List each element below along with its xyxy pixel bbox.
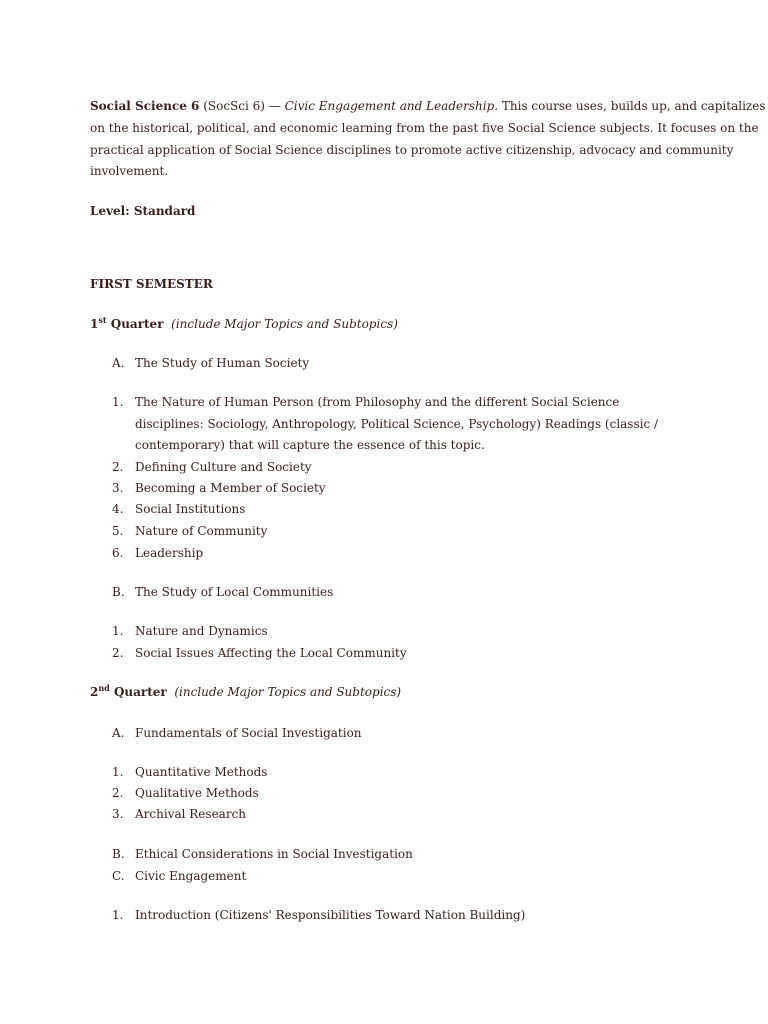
q2-section-c-text: Civic Engagement <box>135 869 247 883</box>
intro-line-3: practical application of Social Science disciplines to promote active citizenship, advocacy and community <box>90 143 734 157</box>
intro-line-1-rest: This course uses, builds up, and capitalizes <box>498 99 766 113</box>
q1-list-a-line: The Nature of Human Person (from Philosophy and the different Social Science <box>135 395 620 409</box>
q1-list-a-line: Leadership <box>135 546 204 560</box>
q2-list-a-text: Qualitative Methods <box>135 786 259 800</box>
semester-heading: FIRST SEMESTER <box>90 277 213 291</box>
q1-list-a-num: 6. <box>112 546 124 560</box>
q1-section-a-text: The Study of Human Society <box>135 356 310 370</box>
quarter-1-num: 1 <box>90 317 99 331</box>
q1-list-a-line: Becoming a Member of Society <box>135 481 326 495</box>
q1-list-a-num: 1. <box>112 395 124 409</box>
q2-list-a-text: Archival Research <box>135 807 247 821</box>
intro-line-2: on the historical, political, and economic learning from the past five Social Science subjects. It focuses on the <box>90 121 759 135</box>
q1-list-a-line: Social Institutions <box>135 502 246 516</box>
quarter-1-label: Quarter <box>106 317 164 331</box>
q1-list-b-num: 2. <box>112 646 124 660</box>
q1-list-a-line: Defining Culture and Society <box>135 460 312 474</box>
q2-list-c-text: Introduction (Citizens' Responsibilities Toward Nation Building) <box>135 908 526 922</box>
q1-list-a-num: 5. <box>112 524 124 538</box>
q1-section-b-text: The Study of Local Communities <box>135 585 334 599</box>
quarter-2-note: (include Major Topics and Subtopics) <box>174 685 402 699</box>
course-name: Social Science 6 <box>90 99 200 113</box>
quarter-1-note: (include Major Topics and Subtopics) <box>171 317 398 331</box>
quarter-2-num: 2 <box>90 685 99 699</box>
quarter-2-heading <box>90 685 401 699</box>
course-code: (SocSci 6) — <box>199 99 285 113</box>
course-subtitle: Civic Engagement and Leadership. <box>284 99 499 113</box>
q1-list-a-line: Nature of Community <box>135 524 268 538</box>
q2-list-a-num: 2. <box>112 786 124 800</box>
quarter-1-heading <box>90 317 398 331</box>
q2-section-b-label: B. <box>112 847 125 861</box>
intro-line-1 <box>90 99 765 113</box>
q2-list-a-num: 3. <box>112 807 124 821</box>
q2-section-c-label: C. <box>112 869 125 883</box>
q1-list-a-line: contemporary) that will capture the essence of this topic. <box>135 438 485 452</box>
q2-list-a-text: Quantitative Methods <box>135 765 268 779</box>
q1-list-b-num: 1. <box>112 624 124 638</box>
q1-list-a-num: 4. <box>112 502 124 516</box>
q1-list-a-line: disciplines: Sociology, Anthropology, Political Science, Psychology) Readings (classic / <box>135 417 659 431</box>
q1-list-a-num: 3. <box>112 481 124 495</box>
q2-section-b-text: Ethical Considerations in Social Investigation <box>135 847 413 861</box>
intro-line-4: involvement. <box>90 164 169 178</box>
q1-section-a-label: A. <box>112 356 125 370</box>
q2-list-c-num: 1. <box>112 908 124 922</box>
quarter-1-sup: st <box>98 315 107 325</box>
q1-list-b-text: Social Issues Affecting the Local Community <box>135 646 407 660</box>
q1-section-b-label: B. <box>112 585 125 599</box>
quarter-2-label: Quarter <box>109 685 167 699</box>
q1-list-a-num: 2. <box>112 460 124 474</box>
q1-list-b-text: Nature and Dynamics <box>135 624 268 638</box>
q2-section-a-label: A. <box>112 726 125 740</box>
q2-list-a-num: 1. <box>112 765 124 779</box>
q2-section-a-text: Fundamentals of Social Investigation <box>135 726 362 740</box>
course-level: Level: Standard <box>90 204 196 218</box>
quarter-2-sup: nd <box>98 683 110 693</box>
